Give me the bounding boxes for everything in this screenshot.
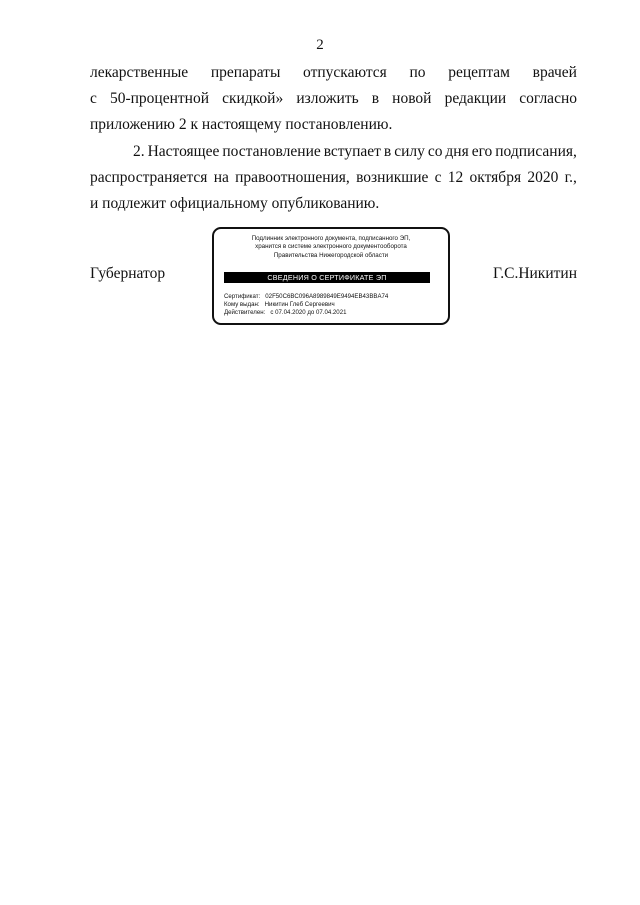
certificate-info-band: СВЕДЕНИЯ О СЕРТИФИКАТЕ ЭП <box>224 272 430 283</box>
word: с <box>434 169 442 186</box>
word: правоотношения, <box>235 169 350 186</box>
word: г., <box>564 169 577 186</box>
word: 2. <box>133 143 145 160</box>
word: врачей <box>532 64 577 81</box>
word: с <box>90 90 97 107</box>
word: на <box>213 169 229 186</box>
signer-name: Г.С.Никитин <box>493 265 577 282</box>
issued-to-label: Кому выдан: <box>224 301 263 309</box>
word: отпускаются <box>303 64 387 81</box>
paragraph-2-line-1 <box>90 139 577 165</box>
word: возникшие <box>356 169 429 186</box>
paragraph-2-line-2 <box>90 165 577 191</box>
paragraph-1-line-2 <box>90 86 577 112</box>
paragraph-2 <box>90 139 577 217</box>
word: согласно <box>519 90 577 107</box>
stamp-header-line: хранится в системе электронного документооборота <box>255 243 407 251</box>
stamp-header <box>214 235 448 260</box>
paragraph-2-line-3: и подлежит официальному опубликованию. <box>90 195 380 212</box>
page-number: 2 <box>316 37 324 53</box>
word: дня <box>445 143 469 160</box>
issued-to-row <box>224 301 388 309</box>
word: препараты <box>210 64 281 81</box>
paragraph-1 <box>90 60 577 138</box>
paragraph-1-line-3: приложению 2 к настоящему постановлению. <box>90 116 393 133</box>
word: 12 <box>447 169 464 186</box>
word: по <box>409 64 426 81</box>
word: подписания, <box>495 143 577 160</box>
certificate-label: Сертификат: <box>224 293 264 300</box>
word: постановление <box>222 143 321 160</box>
validity-row <box>224 309 388 317</box>
word: редакции <box>444 90 507 107</box>
word: вступает <box>323 143 381 160</box>
word: лекарственные <box>90 64 189 81</box>
certificate-details <box>224 293 388 318</box>
validity-label: Действителен: <box>224 309 269 317</box>
word: 2020 <box>527 169 559 186</box>
stamp-header-line: Подлинник электронного документа, подписанного ЭП, <box>251 235 411 242</box>
word: со <box>427 143 443 160</box>
paragraph-1-line-1 <box>90 60 577 86</box>
stamp-header-line: Правительства Нижегородской области <box>273 251 389 259</box>
word: изложить <box>296 90 359 107</box>
word: Настоящее <box>147 143 220 160</box>
certificate-value: 02F50C6BC096A8989849E9494EB43BBA74 <box>265 293 389 300</box>
word: силу <box>394 143 425 160</box>
word: 50-процентной <box>109 90 210 107</box>
word: рецептам <box>448 64 510 81</box>
electronic-signature-stamp <box>212 227 450 325</box>
word: распространяется <box>90 169 208 186</box>
word: в <box>371 90 380 107</box>
word: новой <box>392 90 432 107</box>
issued-to-value: Никитин Глеб Сергеевич <box>264 301 335 309</box>
word: в <box>383 143 392 160</box>
signer-position: Губернатор <box>90 265 166 282</box>
word: октября <box>469 169 522 186</box>
certificate-row <box>224 293 388 301</box>
validity-value: с 07.04.2020 до 07.04.2021 <box>270 309 347 317</box>
word: скидкой» <box>222 90 284 107</box>
word: его <box>471 143 493 160</box>
